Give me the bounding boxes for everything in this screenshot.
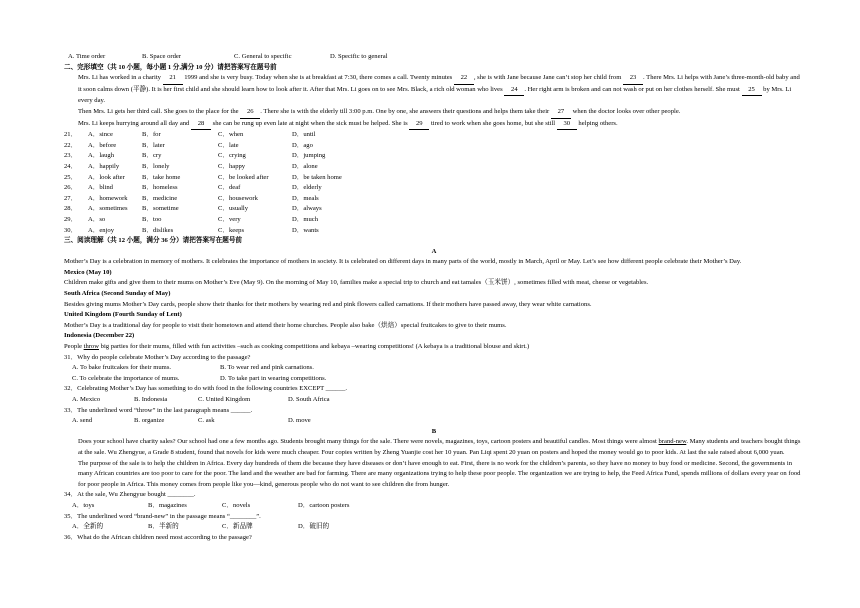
option-c: C．keeps xyxy=(218,226,245,234)
option-a: A. Time order xyxy=(68,53,106,60)
cloze-question-row xyxy=(64,151,804,162)
blank-30: 30 xyxy=(557,119,577,131)
question-32-options: A. Mexico B. Indonesia C. United Kingdom D. South Africa xyxy=(72,396,330,403)
cloze-question-list xyxy=(64,130,804,236)
question-number: 26． xyxy=(64,184,78,192)
question-34: 34．At the sale, Wu Zhengyue bought ________. xyxy=(64,491,196,499)
exam-page xyxy=(64,52,804,543)
option-c: C．when xyxy=(218,131,244,139)
option-c: C．very xyxy=(218,215,241,223)
passage-b-label: B xyxy=(431,427,437,435)
indonesia-text: People throw big parties for their mums, filled with fun activities –such as cooking competitions and kebaya –wearing competitions! (A kebaya is a traditional blouse and skirt.) xyxy=(64,343,530,351)
south-africa-heading: South Africa (Second Sunday of May) xyxy=(64,290,171,298)
blank-25: 25 xyxy=(742,85,762,97)
blank-24: 24 xyxy=(504,85,524,97)
question-number: 30． xyxy=(64,226,78,234)
passage-a-intro: Mother’s Day is a celebration in memory of mothers. It celebrates the importance of mothers in society. It is celebrated on different days in many parts of the world, mostly in March, April or May. Let’s see how different people celebrate their Mother’s Day. xyxy=(64,258,742,266)
question-number: 25． xyxy=(64,173,78,181)
option-b: B．lonely xyxy=(142,162,170,170)
option-b: B．later xyxy=(142,141,165,149)
blank-22: 22 xyxy=(454,73,474,85)
option-c: C．housework xyxy=(218,194,258,202)
cloze-question-row xyxy=(64,215,804,226)
option-d: D．until xyxy=(292,131,316,139)
question-31-options-ab: A. To bake fruitcakes for their mums. B. To wear red and pink carnations. xyxy=(72,364,314,372)
question-number: 21． xyxy=(64,131,78,139)
option-b: B. Space order xyxy=(142,53,181,60)
option-a: A．enjoy xyxy=(88,226,115,234)
option-d: D．always xyxy=(292,205,322,213)
blank-29: 29 xyxy=(409,119,429,131)
option-b: B．homeless xyxy=(142,184,178,192)
cloze-paragraph-2: Then Mrs. Li gets her third call. She goes to the place for the 26 . There she is with the elderly till 3:00 p.m. One by one, she answers their questions and helps them take their 27 when the doctor looks over other people. xyxy=(64,107,804,119)
option-b: B．for xyxy=(142,131,161,139)
blank-21: 21 xyxy=(163,73,183,85)
question-31: 31．Why do people celebrate Mother’s Day according to the passage? xyxy=(64,353,251,361)
reading-heading: 三、阅读理解（共 12 小题，满分 36 分）请把答案写在题号前 xyxy=(64,237,243,245)
underlined-throw: throw xyxy=(83,343,99,351)
question-number: 29． xyxy=(64,215,78,223)
option-c: C. General to specific xyxy=(234,53,292,60)
cloze-question-row xyxy=(64,141,804,152)
question-number: 27． xyxy=(64,194,78,202)
option-a: A．before xyxy=(88,141,117,149)
option-d: D．jumping xyxy=(292,152,326,160)
cloze-question-row xyxy=(64,204,804,215)
uk-text: Mother’s Day is a traditional day for people to visit their hometown and attend their home churches. People also bake（烘焙）special fruitcakes to give to their mums. xyxy=(64,321,507,329)
question-32: 32．Celebrating Mother’s Day has something to do with food in the following countries EXCEPT ______. xyxy=(64,385,348,393)
option-d: D．much xyxy=(292,215,319,223)
question-number: 22． xyxy=(64,141,78,149)
question-number: 23． xyxy=(64,152,78,160)
option-a: A．so xyxy=(88,215,106,223)
question-35-options: A．全新的 B．半新的 C．新品牌 D．破旧的 xyxy=(72,523,330,531)
south-africa-text: Besides giving mums Mother’s Day cards, people show their thanks for their mothers by wearing red and pink flowers called carnations. If their mothers have passed away, they wear white carnations. xyxy=(64,300,592,308)
blank-28: 28 xyxy=(191,119,211,131)
option-b: B．cry xyxy=(142,152,162,160)
option-b: B．dislikes xyxy=(142,226,174,234)
indonesia-heading: Indonesia (December 22) xyxy=(64,332,135,340)
cloze-question-row xyxy=(64,183,804,194)
question-33: 33．The underlined word “throw” in the last paragraph means ______. xyxy=(64,406,253,414)
question-number: 24． xyxy=(64,162,78,170)
option-c: C．usually xyxy=(218,205,249,213)
option-a: A．sometimes xyxy=(88,205,128,213)
blank-27: 27 xyxy=(551,107,571,119)
blank-26: 26 xyxy=(240,107,260,119)
option-b: B．take home xyxy=(142,173,181,181)
question-number: 28． xyxy=(64,205,78,213)
option-d: D．meals xyxy=(292,194,319,202)
option-b: B．sometime xyxy=(142,205,179,213)
cloze-paragraph-3: Mrs. Li keeps hurrying around all day and 28 she can be rung up even late at night when the sick must be helped. She is 29 tired to work when she goes home, but she still 30 helping others. xyxy=(64,119,804,131)
question-31-options-cd: C. To celebrate the importance of mums. D. To take part in wearing competitions. xyxy=(72,374,327,382)
option-a: A．happily xyxy=(88,162,120,170)
mexico-text: Children make gifts and give them to their mums on Mother’s Eve (May 9). On the morning of May 10, families make a special trip to church and eat tamales（玉米饼）, sometimes filled with meat, cheese or vegetables. xyxy=(64,279,649,287)
question-35: 35．The underlined word “brand-new” in the passage means “________”. xyxy=(64,512,261,520)
option-d: D．alone xyxy=(292,162,318,170)
option-c: C．deaf xyxy=(218,184,241,192)
option-c: C．be looked after xyxy=(218,173,269,181)
cloze-heading: 二、完形填空（共 10 小题，每小题 1 分,满分 10 分）请把答案写在题号前 xyxy=(64,63,277,71)
cloze-question-row xyxy=(64,173,804,184)
cloze-question-row xyxy=(64,130,804,141)
cloze-question-row xyxy=(64,226,804,237)
passage-a-label: A xyxy=(431,247,437,255)
option-a: A．since xyxy=(88,131,113,139)
option-d: D．elderly xyxy=(292,184,322,192)
option-a: A．blind xyxy=(88,184,113,192)
option-d: D. Specific to general xyxy=(330,53,388,60)
passage-b-paragraph-2: The purpose of the sale is to help the children in Africa. Every day hundreds of them die because they have diseases or don’t have enough to eat. First, there is no work for the children’s parents, so they have no money to buy food or medicine. Second, the governments in many African countries are too poor to care for the poor. The land and the weather are bad for farming. There are many organizations trying to help these poor people. The organization we are trying to help, the Feed Africa Fund, spends millions of dollars every year on food for poor people in Africa. This money comes from people like you—kind, generous people who do not want to see children die from hunger. xyxy=(78,459,801,488)
cloze-paragraph-1: Mrs. Li has worked in a charity 21 1999 and she is very busy. Today when she is at breakfast at 7:30, there comes a call. Twenty minutes 22 , she is with Jane because Jane can’t stop her child from 23 . There Mrs. Li helps with Jane’s three-month-old baby and it soon calms down (平静). It is her first child and she should learn how to look after it. After that Mrs. Li goes on to see Mrs. Black, a rich old woman who lives 24 . Her right arm is broken and can not wash or put on her clothes herself. She must 25 by Mrs. Li every day. xyxy=(78,74,800,105)
option-d: D．ago xyxy=(292,141,313,149)
option-d: D．be taken home xyxy=(292,173,342,181)
option-c: C．crying xyxy=(218,152,246,160)
option-a: A．homework xyxy=(88,194,128,202)
question-33-options: A. send B. organize C. ask D. move xyxy=(72,417,311,425)
mexico-heading: Mexico (May 10) xyxy=(64,268,112,276)
cloze-question-row xyxy=(64,194,804,205)
question-36: 36．What do the African children need most according to the passage? xyxy=(64,533,252,541)
option-a: A．laugh xyxy=(88,152,115,160)
passage-b-paragraph-1: Does your school have charity sales? Our school had one a few months ago. Students brought many things for the sale. There were novels, magazines, toys, cartoon posters and beautiful candles. Most things were almost brand-new. Many students and teachers bought things at the sale. Wu Zhengyue, a Grade 8 student, found that novels for kids were much cheaper. Four copies written by Zheng Yuanjie cost her 10 yuan. Pan Liqi spent 20 yuan on posters and hoped the money would go to poor kids. At last the sale raised about 6,000 yuan. xyxy=(78,438,801,456)
question-34-options: A．toys B．magazines C．novels D．cartoon posters xyxy=(72,501,350,509)
option-d: D．wants xyxy=(292,226,319,234)
option-a: A．look after xyxy=(88,173,125,181)
cloze-question-row xyxy=(64,162,804,173)
blank-23: 23 xyxy=(623,73,643,85)
top-options-row xyxy=(64,52,804,63)
option-b: B．medicine xyxy=(142,194,178,202)
uk-heading: United Kingdom (Fourth Sunday of Lent) xyxy=(64,311,182,319)
option-c: C．late xyxy=(218,141,239,149)
option-c: C．happy xyxy=(218,162,246,170)
option-b: B．too xyxy=(142,215,162,223)
underlined-brand-new: brand-new xyxy=(658,438,687,446)
